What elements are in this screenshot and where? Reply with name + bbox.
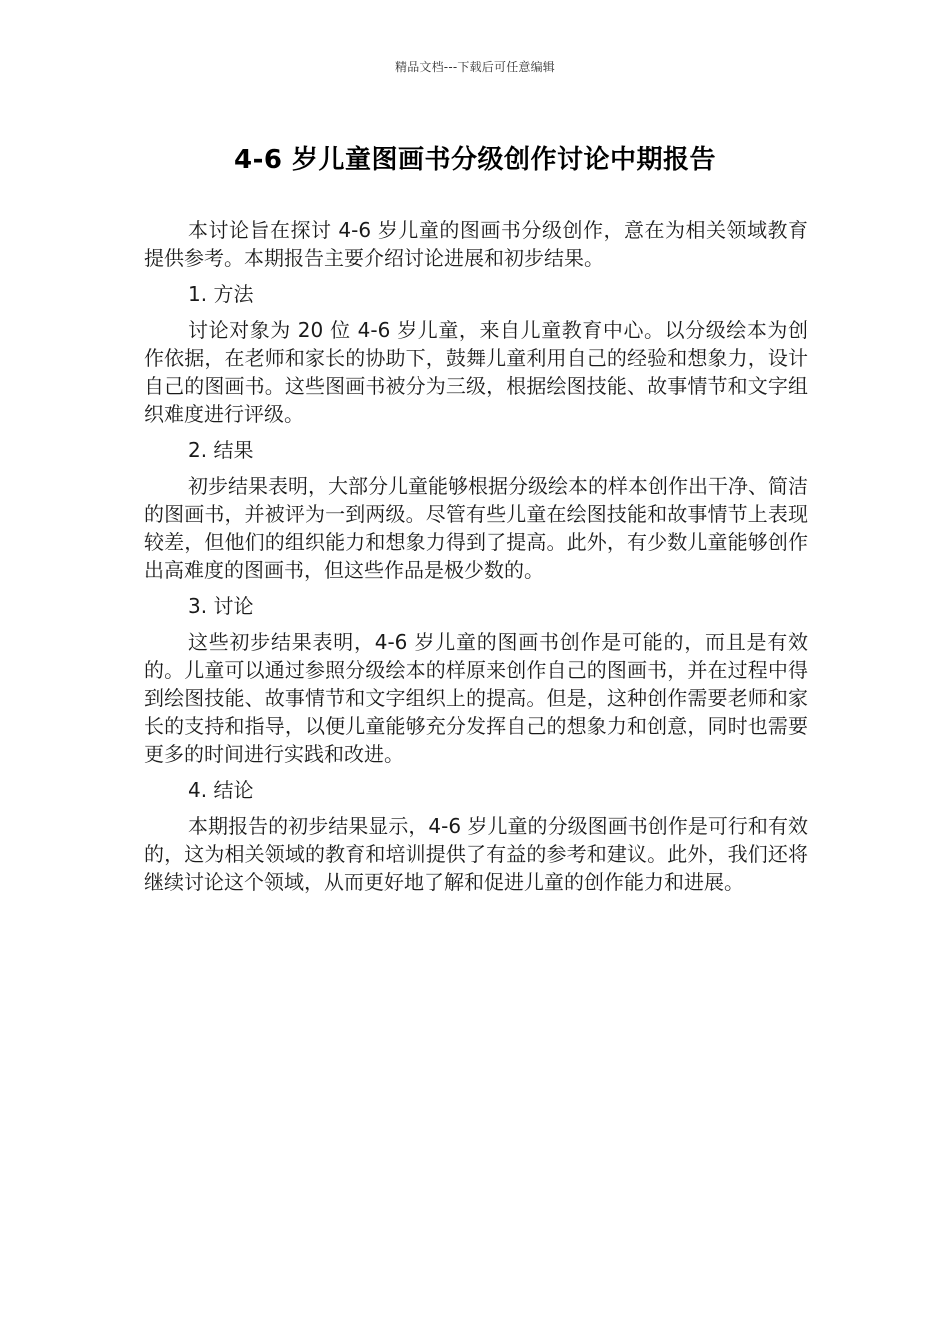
- document-body: [144, 216, 808, 904]
- header-watermark: 精品文档---下载后可任意编辑: [395, 60, 555, 74]
- section-paragraph-conclusion: 本期报告的初步结果显示，4-6 岁儿童的分级图画书创作是可行和有效的，这为相关领域的教育和培训提供了有益的参考和建议。此外，我们还将继续讨论这个领域，从而更好地了解和促进儿童的创作能力和进展。: [144, 814, 808, 894]
- section-heading-method: 1. 方法: [188, 282, 254, 306]
- section-paragraph-method: 讨论对象为 20 位 4-6 岁儿童，来自儿童教育中心。以分级绘本为创作依据，在老师和家长的协助下，鼓舞儿童利用自己的经验和想象力，设计自己的图画书。这些图画书被分为三级，根据绘图技能、故事情节和文字组织难度进行评级。: [144, 318, 808, 426]
- section-heading-results: 2. 结果: [188, 438, 254, 462]
- section-paragraph-results: 初步结果表明，大部分儿童能够根据分级绘本的样本创作出干净、简洁的图画书，并被评为一到两级。尽管有些儿童在绘图技能和故事情节上表现较差，但他们的组织能力和想象力得到了提高。此外，有少数儿童能够创作出高难度的图画书，但这些作品是极少数的。: [144, 474, 808, 582]
- section-heading-conclusion: 4. 结论: [188, 778, 254, 802]
- section-paragraph-discussion: 这些初步结果表明，4-6 岁儿童的图画书创作是可能的，而且是有效的。儿童可以通过参照分级绘本的样原来创作自己的图画书，并在过程中得到绘图技能、故事情节和文字组织上的提高。但是，这种创作需要老师和家长的支持和指导，以便儿童能够充分发挥自己的想象力和创意，同时也需要更多的时间进行实践和改进。: [144, 630, 808, 766]
- document-title: 4-6 岁儿童图画书分级创作讨论中期报告: [233, 145, 717, 175]
- intro-paragraph: 本讨论旨在探讨 4-6 岁儿童的图画书分级创作，意在为相关领域教育提供参考。本期报告主要介绍讨论进展和初步结果。: [144, 218, 808, 270]
- section-heading-discussion: 3. 讨论: [188, 594, 254, 618]
